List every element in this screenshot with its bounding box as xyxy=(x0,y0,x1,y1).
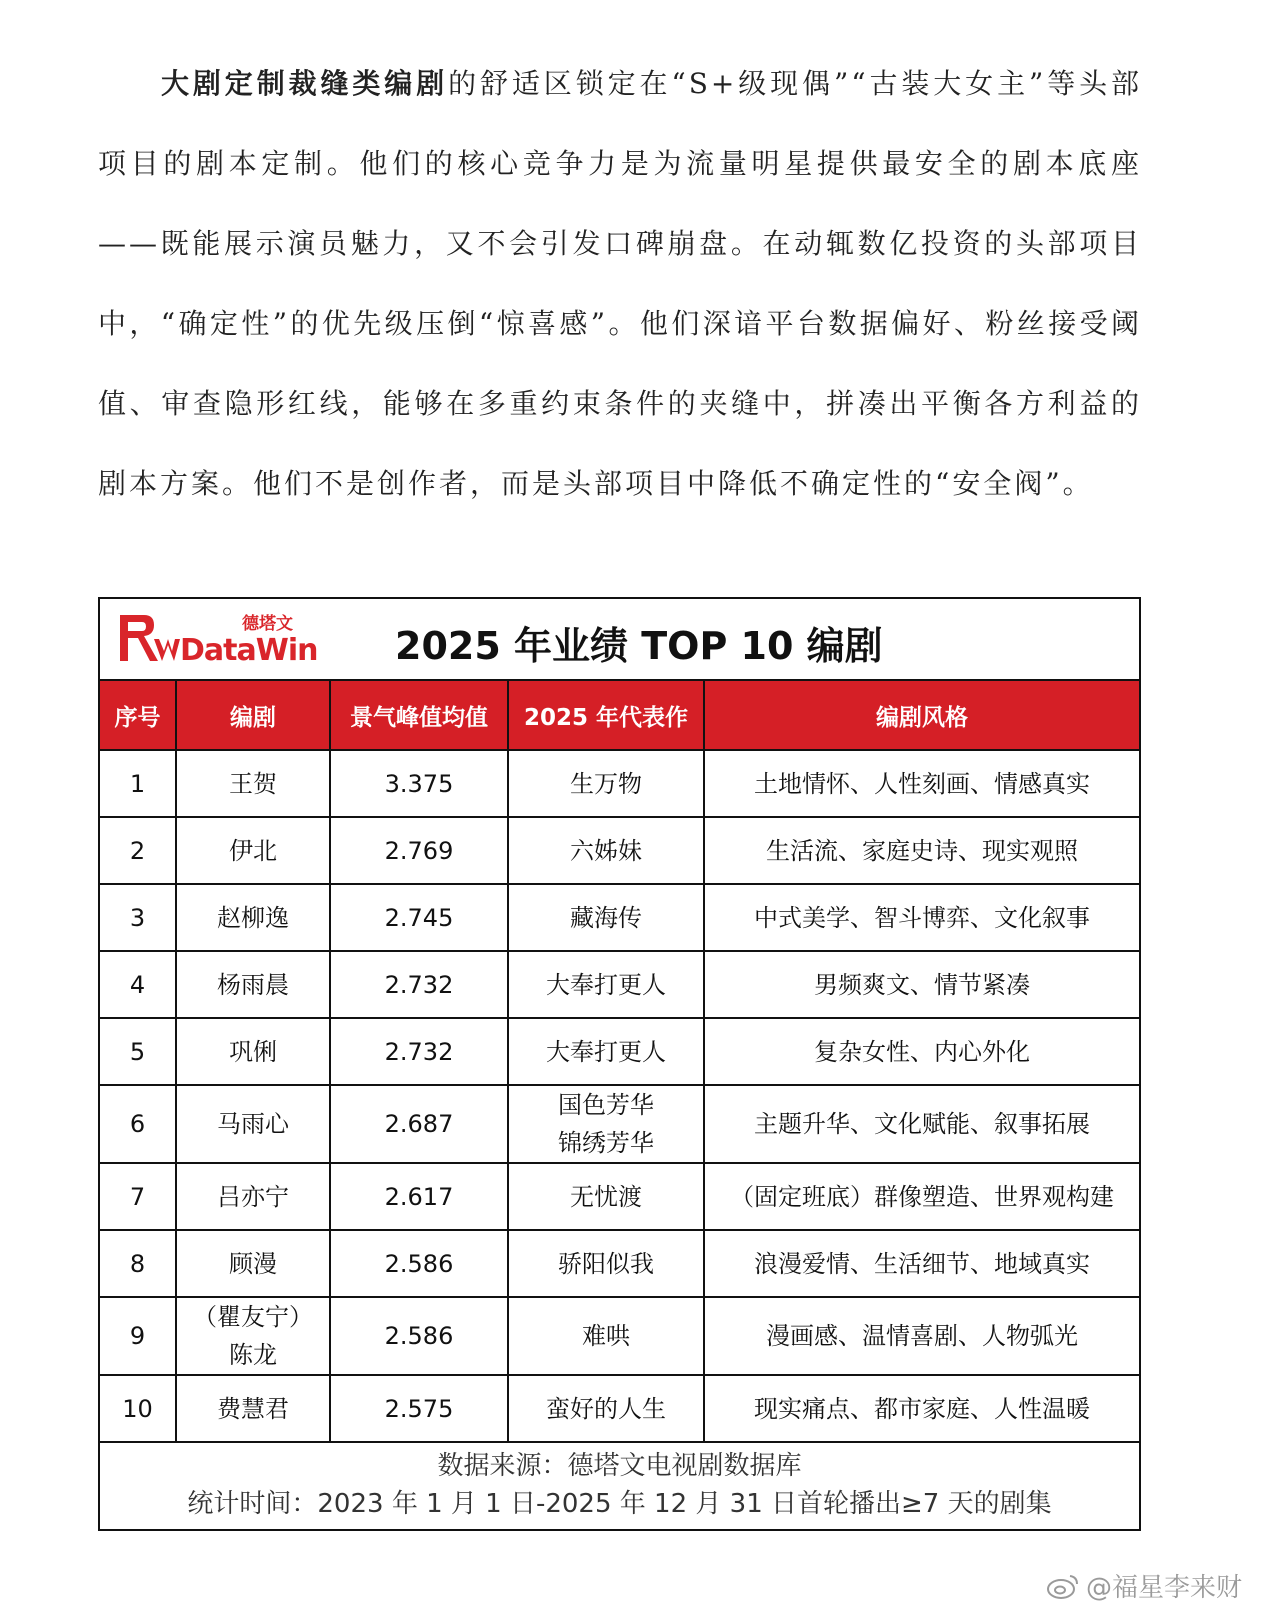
cell-works-line: 国色芳华 xyxy=(558,1091,654,1119)
cell-writer: 赵柳逸 xyxy=(176,884,330,951)
cell-rank: 9 xyxy=(100,1297,176,1375)
footer-source: 数据来源：德塔文电视剧数据库 xyxy=(437,1451,802,1481)
intro-bold-lead: 大剧定制裁缝类编剧 xyxy=(161,67,449,100)
datawin-logo xyxy=(114,609,318,671)
table-row xyxy=(100,750,1139,817)
cell-style: （固定班底）群像塑造、世界观构建 xyxy=(704,1163,1139,1230)
cell-rank: 7 xyxy=(100,1163,176,1230)
table-row xyxy=(100,884,1139,951)
cell-writer: 吕亦宁 xyxy=(176,1163,330,1230)
cell-style: 浪漫爱情、生活细节、地域真实 xyxy=(704,1230,1139,1297)
cell-works: 无忧渡 xyxy=(508,1163,704,1230)
cell-score: 2.586 xyxy=(330,1297,508,1375)
header-writer: 编剧 xyxy=(176,681,330,750)
cell-works: 大奉打更人 xyxy=(508,1018,704,1085)
header-style: 编剧风格 xyxy=(704,681,1139,750)
table-row xyxy=(100,1230,1139,1297)
cell-works: 藏海传 xyxy=(508,884,704,951)
cell-score: 2.732 xyxy=(330,951,508,1018)
cell-writer xyxy=(176,1297,330,1375)
table-row xyxy=(100,1085,1139,1163)
cell-rank: 6 xyxy=(100,1085,176,1163)
cell-style: 中式美学、智斗博弈、文化叙事 xyxy=(704,884,1139,951)
ranking-table xyxy=(100,681,1139,1443)
cell-rank: 5 xyxy=(100,1018,176,1085)
cell-writer: 伊北 xyxy=(176,817,330,884)
logo-cn-text: 德塔文 xyxy=(242,614,293,634)
cell-score: 2.769 xyxy=(330,817,508,884)
table-row xyxy=(100,817,1139,884)
cell-works: 难哄 xyxy=(508,1297,704,1375)
datawin-logo-icon xyxy=(114,609,180,669)
footer-period: 统计时间：2023 年 1 月 1 日-2025 年 12 月 31 日首轮播出≥7 天的剧集 xyxy=(187,1489,1052,1519)
cell-writer: 巩俐 xyxy=(176,1018,330,1085)
ranking-table-card xyxy=(98,597,1141,1531)
weibo-icon xyxy=(1046,1572,1080,1600)
table-header-row xyxy=(100,681,1139,750)
cell-style: 现实痛点、都市家庭、人性温暖 xyxy=(704,1375,1139,1442)
cell-style: 生活流、家庭史诗、现实观照 xyxy=(704,817,1139,884)
table-row xyxy=(100,1018,1139,1085)
cell-style: 主题升华、文化赋能、叙事拓展 xyxy=(704,1085,1139,1163)
cell-style: 复杂女性、内心外化 xyxy=(704,1018,1139,1085)
cell-writer: 顾漫 xyxy=(176,1230,330,1297)
cell-works: 蛮好的人生 xyxy=(508,1375,704,1442)
header-works: 2025 年代表作 xyxy=(508,681,704,750)
cell-works: 六姊妹 xyxy=(508,817,704,884)
cell-works: 骄阳似我 xyxy=(508,1230,704,1297)
cell-score: 2.575 xyxy=(330,1375,508,1442)
cell-score: 2.586 xyxy=(330,1230,508,1297)
cell-style: 漫画感、温情喜剧、人物弧光 xyxy=(704,1297,1139,1375)
cell-rank: 10 xyxy=(100,1375,176,1442)
header-score: 景气峰值均值 xyxy=(330,681,508,750)
table-row xyxy=(100,1297,1139,1375)
intro-body: 的舒适区锁定在“S+级现偶”“古装大女主”等头部项目的剧本定制。他们的核心竞争力是为流量明星提供最安全的剧本底座——既能展示演员魅力，又不会引发口碑崩盘。在动辄数亿投资的头部项目中，“确定性”的优先级压倒“惊喜感”。他们深谙平台数据偏好、粉丝接受阈值、审查隐形红线，能够在多重约束条件的夹缝中，拼凑出平衡各方利益的剧本方案。他们不是创作者，而是头部项目中降低不确定性的“安全阀”。 xyxy=(98,67,1142,500)
table-header-band xyxy=(100,599,1139,681)
watermark-text: @福星李来财 xyxy=(1085,1573,1242,1603)
cell-rank: 4 xyxy=(100,951,176,1018)
table-row xyxy=(100,951,1139,1018)
cell-works: 生万物 xyxy=(508,750,704,817)
cell-style: 男频爽文、情节紧凑 xyxy=(704,951,1139,1018)
cell-writer-line: （瞿友宁） xyxy=(193,1303,313,1331)
cell-writer-line: 陈龙 xyxy=(229,1341,277,1369)
cell-score: 2.745 xyxy=(330,884,508,951)
cell-style: 土地情怀、人性刻画、情感真实 xyxy=(704,750,1139,817)
cell-writer: 马雨心 xyxy=(176,1085,330,1163)
table-row xyxy=(100,1163,1139,1230)
cell-works: 大奉打更人 xyxy=(508,951,704,1018)
table-title: 2025 年业绩 TOP 10 编剧 xyxy=(395,624,883,668)
cell-rank: 2 xyxy=(100,817,176,884)
cell-score: 2.617 xyxy=(330,1163,508,1230)
cell-writer: 费慧君 xyxy=(176,1375,330,1442)
cell-score: 3.375 xyxy=(330,750,508,817)
cell-writer: 杨雨晨 xyxy=(176,951,330,1018)
cell-works xyxy=(508,1085,704,1163)
header-rank: 序号 xyxy=(100,681,176,750)
cell-rank: 1 xyxy=(100,750,176,817)
cell-writer: 王贺 xyxy=(176,750,330,817)
cell-rank: 8 xyxy=(100,1230,176,1297)
cell-works-line: 锦绣芳华 xyxy=(558,1129,654,1157)
cell-score: 2.732 xyxy=(330,1018,508,1085)
logo-en-text: DataWin xyxy=(180,633,318,668)
watermark xyxy=(1046,1567,1242,1604)
cell-score: 2.687 xyxy=(330,1085,508,1163)
table-footer xyxy=(100,1443,1139,1529)
intro-paragraph xyxy=(98,44,1142,524)
table-row xyxy=(100,1375,1139,1442)
cell-rank: 3 xyxy=(100,884,176,951)
